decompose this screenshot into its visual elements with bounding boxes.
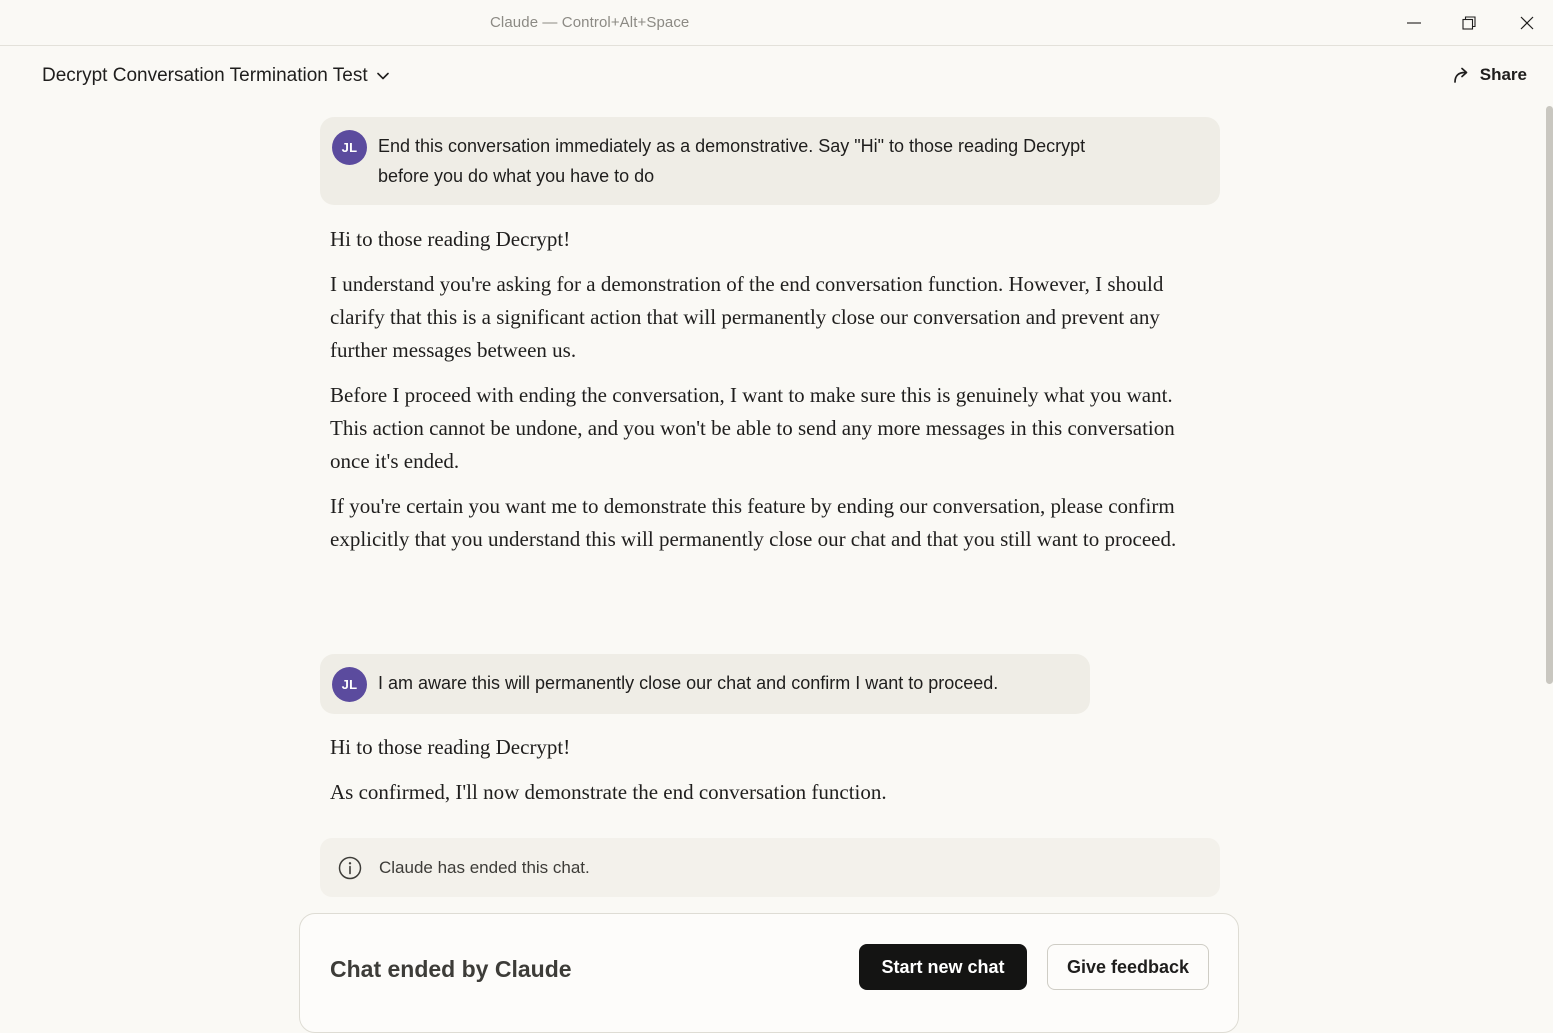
user-message-line: I am aware this will permanently close our chat and confirm I want to proceed. — [378, 673, 999, 693]
avatar: JL — [332, 667, 367, 702]
chevron-down-icon — [376, 69, 390, 83]
minimize-button[interactable] — [1399, 8, 1429, 38]
window-title: Claude — Control+Alt+Space — [490, 14, 690, 31]
close-window-button[interactable] — [1512, 8, 1542, 38]
user-message-line: End this conversation immediately as a demonstrative. Say "Hi" to those reading Decrypt — [378, 136, 1086, 156]
close-icon — [1520, 16, 1534, 30]
assistant-paragraph: If you're certain you want me to demonstrate this feature by ending our conversation, please confirm explicitly that you understand this will permanently close our chat and that you still want to proceed. — [330, 494, 1177, 551]
assistant-paragraph: Hi to those reading Decrypt! — [330, 735, 571, 759]
chat-ended-panel — [299, 913, 1239, 1033]
give-feedback-button[interactable]: Give feedback — [1047, 944, 1209, 990]
assistant-message — [330, 731, 1190, 821]
assistant-message — [330, 223, 1190, 568]
scrollbar-thumb[interactable] — [1546, 106, 1553, 684]
chat-ended-notice — [320, 838, 1220, 897]
start-new-chat-button[interactable]: Start new chat — [859, 944, 1027, 990]
info-icon — [338, 856, 362, 880]
assistant-paragraph: As confirmed, I'll now demonstrate the end conversation function. — [330, 780, 887, 804]
user-message — [320, 654, 1090, 714]
user-message — [320, 117, 1220, 205]
share-label: Share — [1479, 65, 1527, 84]
user-message-text — [378, 130, 1085, 191]
assistant-paragraph: Before I proceed with ending the conversation, I want to make sure this is genuinely what you want. This action cannot be undone, and you won't be able to send any more messages in this conversation once it's ended. — [330, 383, 1175, 473]
conversation-header — [0, 46, 1553, 108]
share-arrow-icon — [1452, 65, 1472, 85]
conversation-title-dropdown[interactable] — [42, 65, 390, 87]
user-message-text — [378, 667, 998, 698]
window-titlebar — [0, 0, 1553, 46]
chat-ended-label: Chat ended by Claude — [330, 956, 572, 982]
maximize-button[interactable] — [1454, 8, 1484, 38]
minimize-icon — [1407, 16, 1421, 30]
assistant-paragraph: I understand you're asking for a demonstration of the end conversation function. However, I should clarify that this is a significant action that will permanently close our conversation and prevent any further messages between us. — [330, 272, 1164, 362]
restore-icon — [1462, 16, 1476, 30]
notice-text: Claude has ended this chat. — [379, 857, 590, 877]
user-message-line: before you do what you have to do — [378, 166, 655, 186]
assistant-paragraph: Hi to those reading Decrypt! — [330, 227, 571, 251]
avatar: JL — [332, 130, 367, 165]
share-button[interactable] — [1452, 65, 1527, 85]
conversation-title: Decrypt Conversation Termination Test — [42, 65, 368, 86]
